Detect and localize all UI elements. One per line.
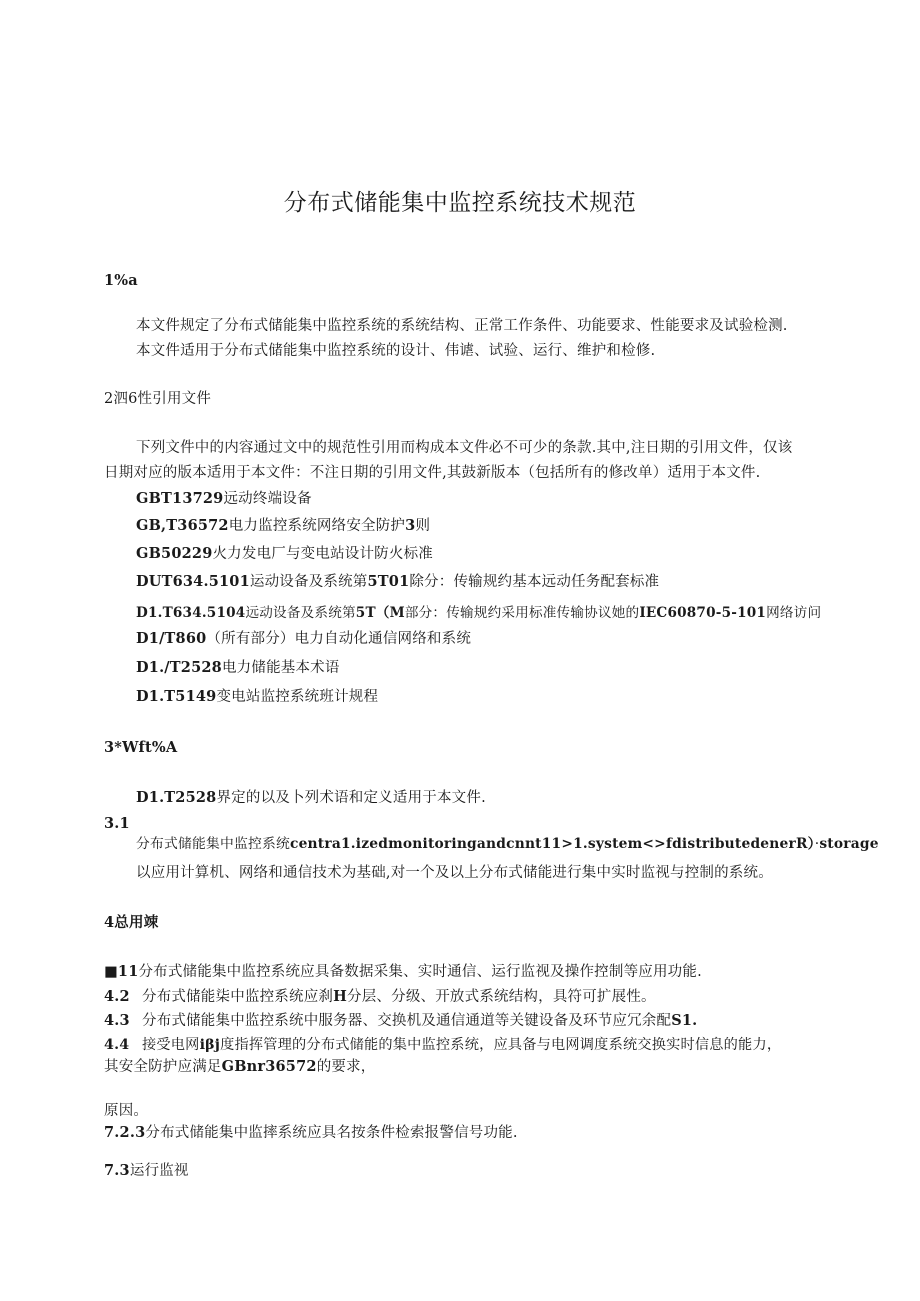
general-clause [104, 1011, 697, 1031]
clause-number: 4.4 [104, 1037, 130, 1053]
general-clause [104, 962, 702, 982]
reference-title: 远动设备及系统第 [245, 605, 356, 621]
reference-mid-code: 5T（M [355, 605, 405, 621]
clause-text: 分布式储能集中监控系统应具备数据采集、实时通信、运行监视及操作控制等应用功能. [138, 964, 702, 980]
section-1-heading: 1%a [104, 272, 138, 289]
clause-code: S1. [671, 1012, 698, 1029]
reference-title: 运动设备及系统第 [249, 574, 368, 590]
term-separator: · [814, 836, 820, 852]
reference-code: DUT634.5101 [136, 573, 250, 590]
reference-item [136, 603, 821, 623]
reference-title: 远动终端设备 [223, 491, 312, 507]
reference-item [136, 658, 340, 678]
term-name: 分布式储能集中监控系统 [136, 836, 290, 852]
term-english: centra1.izedmonitoringandcnnt11>1.system<>fdistributedenerR） [289, 836, 815, 852]
terms-intro [136, 788, 486, 808]
clause-rest: 分层、分级、开放式系统结构，具符可扩展性。 [347, 989, 656, 1005]
term-name-line [136, 834, 879, 854]
clause-number: 4.3 [104, 1012, 130, 1029]
clause-cont-code: GBnr36572 [221, 1058, 317, 1075]
reference-item [136, 489, 312, 509]
fragment-clause [104, 1123, 518, 1143]
clause-text: 接受电网 [142, 1037, 200, 1053]
fragment-heading [104, 1161, 189, 1181]
scope-paragraph-2: 本文件适用于分布式储能集中监控系统的设计、伟谑、试验、运行、维护和检修. [136, 343, 656, 359]
reference-item [136, 687, 378, 707]
clause-cont-rest: 的要求， [316, 1059, 376, 1075]
reference-suffix-code: 3 [405, 517, 416, 534]
reference-title: 电力监控系统网络安全防护 [228, 518, 406, 534]
fragment-line: 原因。 [104, 1103, 149, 1119]
reference-item [136, 544, 433, 564]
reference-title: 变电站监控系统班计规程 [216, 689, 379, 705]
term-english-tail: storage [819, 836, 879, 852]
general-clause-continuation [104, 1057, 376, 1077]
clause-cont-text: 其安全防护应满足 [104, 1059, 222, 1075]
general-clause [104, 987, 656, 1007]
clause-text: 分布式储能柒中监控系统应刹 [142, 989, 334, 1005]
references-intro-line-2: 日期对应的版本适用于本文件：不注日期的引用文件,其鼓新版本（包括所有的修改单）适用于本文件. [104, 465, 761, 481]
reference-title: 电力储能基本术语 [221, 660, 340, 676]
reference-title: 火力发电厂与变电站设计防火标准 [212, 546, 433, 562]
reference-code: GB50229 [136, 545, 213, 562]
terms-intro-text: 界定的以及卜列术语和定义适用于本文件. [216, 790, 486, 806]
clause-text: 分布式储能集中监控系统中服务器、交换机及通信通道等关键设备及环节应冗余配 [142, 1013, 672, 1029]
term-number: 3.1 [104, 815, 130, 832]
terms-intro-code: D1.T2528 [136, 789, 217, 806]
references-intro-line-1: 下列文件中的内容通过文中的规范性引用而构成本文件必不可少的条款.其中,注日期的引用文件，仅该 [136, 440, 793, 456]
clause-code: H [333, 988, 348, 1005]
clause-code: iβj [199, 1037, 221, 1053]
section-2-heading: 2泗6性引用文件 [104, 391, 212, 407]
reference-rest: 除分：传输规约基本远动任务配套标准 [409, 574, 660, 590]
reference-code: GBT13729 [136, 490, 224, 507]
fragment-clause-text: 分布式储能集中监摔系统应具名按条件检索报警信号功能. [145, 1125, 518, 1141]
section-4-heading: 4总用竦 [104, 914, 159, 931]
reference-code: GB,T36572 [136, 517, 229, 534]
reference-item [136, 629, 471, 649]
reference-code: D1.T634.5104 [136, 605, 246, 621]
general-clause [104, 1035, 781, 1055]
reference-title: （所有部分）电力自动化通信网络和系统 [206, 631, 472, 647]
reference-code: D1./T2528 [136, 659, 222, 676]
fragment-heading-number: 7.3 [104, 1162, 130, 1179]
fragment-heading-text: 运行监视 [129, 1163, 189, 1179]
reference-item [136, 572, 659, 592]
reference-tail: 网络访问 [766, 605, 822, 621]
clause-number: 4.2 [104, 988, 130, 1005]
term-definition: 以应用计算机、网络和通信技术为基础,对一个及以上分布式储能进行集中实时监视与控制的系统。 [136, 865, 773, 881]
reference-mid-code: 5T01 [367, 573, 410, 590]
clause-number: ■11 [104, 963, 139, 980]
reference-tail-code: IEC60870-5-101 [639, 605, 767, 621]
section-3-heading: 3*Wft%A [104, 739, 178, 756]
reference-rest: 部分：传输规约采用标准传输协议她的 [404, 605, 640, 621]
fragment-clause-number: 7.2.3 [104, 1124, 146, 1141]
document-title: 分布式储能集中监控系统技术规范 [283, 190, 637, 216]
reference-suffix: 则 [415, 518, 431, 534]
scope-paragraph-1: 本文件规定了分布式储能集中监控系统的系统结构、正常工作条件、功能要求、性能要求及试验检测. [136, 318, 788, 334]
reference-code: D1.T5149 [136, 688, 217, 705]
reference-code: D1/T860 [136, 630, 207, 647]
clause-rest: 度指挥管理的分布式储能的集中监控系统，应具备与电网调度系统交换实时信息的能力， [220, 1037, 782, 1053]
reference-item [136, 516, 430, 536]
